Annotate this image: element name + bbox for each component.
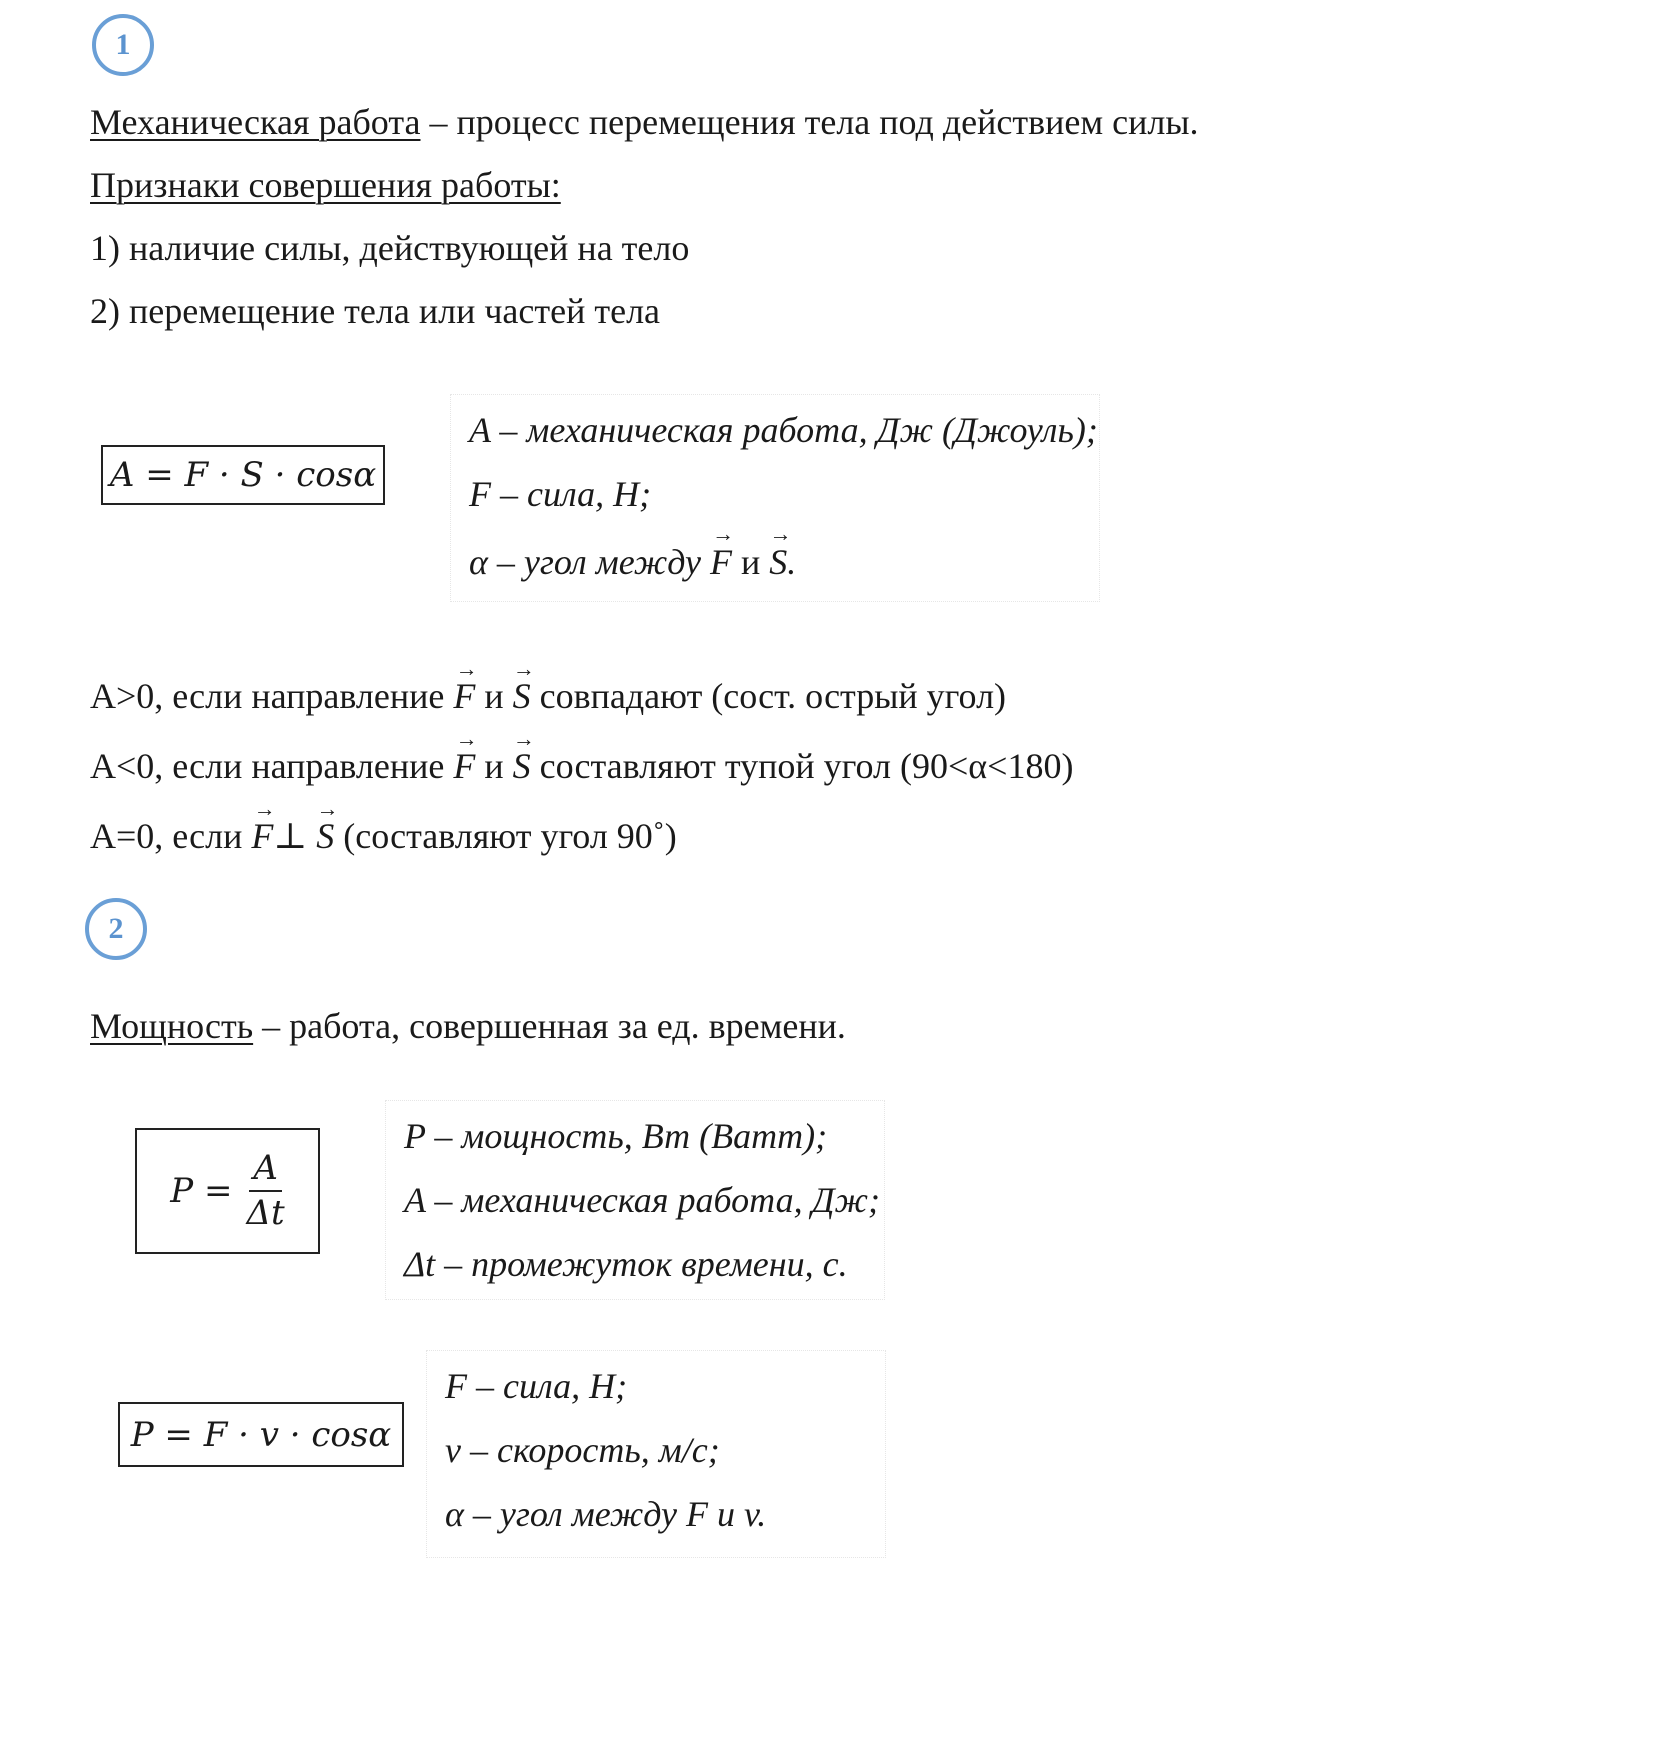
power-velocity-formula: P = F · v · cosα xyxy=(130,1414,392,1455)
power-formula-box xyxy=(135,1128,320,1254)
work-formula: A = F · S · cosα xyxy=(109,455,377,495)
legend-angle-text: α – угол между xyxy=(469,542,710,582)
sign-item-1: 1) наличие силы, действующей на тело xyxy=(90,228,690,268)
condition-and: и xyxy=(475,676,513,716)
legend-work: A – механическая работа, Дж (Джоуль); xyxy=(469,410,1098,450)
legend-force: F – сила, Н; xyxy=(469,474,652,514)
displacement-vector: → S xyxy=(769,541,787,583)
section-2-number: 2 xyxy=(108,912,124,945)
displacement-vector: → S xyxy=(513,678,531,714)
legend-power: P – мощность, Вт (Ватт); xyxy=(404,1116,828,1156)
legend-time: Δt – промежуток времени, с. xyxy=(404,1244,848,1284)
signs-title: Признаки совершения работы: xyxy=(90,165,561,205)
condition-negative xyxy=(90,748,1073,784)
fraction-denominator: Δt xyxy=(246,1193,285,1233)
fraction-numerator: A xyxy=(249,1149,282,1192)
sign-item-2: 2) перемещение тела или частей тела xyxy=(90,291,661,331)
power-velocity-legend xyxy=(426,1350,886,1558)
condition-negative-text: A<0, если направление xyxy=(90,746,454,786)
condition-zero-text: A=0, если xyxy=(90,816,252,856)
legend-and: и xyxy=(731,542,770,582)
force-vector: → F xyxy=(453,748,475,784)
power-definition-text: – работа, совершенная за ед. времени. xyxy=(253,1006,846,1046)
legend-work: A – механическая работа, Дж; xyxy=(404,1180,880,1220)
legend-angle xyxy=(469,541,796,583)
force-vector: → F xyxy=(453,678,475,714)
legend-force: F – сила, Н; xyxy=(445,1366,628,1406)
power-term: Мощность xyxy=(90,1006,254,1046)
power-definition xyxy=(90,1008,846,1044)
power-fraction xyxy=(246,1149,284,1233)
section-1-badge xyxy=(92,14,154,76)
condition-positive xyxy=(90,678,1006,714)
condition-zero xyxy=(90,818,677,854)
displacement-vector: → S xyxy=(513,748,531,784)
legend-period: . xyxy=(787,542,797,582)
condition-positive-tail: совпадают (сост. острый угол) xyxy=(530,676,1007,716)
legend-angle: α – угол между F и v. xyxy=(445,1494,767,1534)
work-definition xyxy=(90,104,1199,140)
force-vector: → F xyxy=(251,818,273,854)
displacement-vector: → S xyxy=(316,818,334,854)
work-term: Механическая работа xyxy=(90,102,421,142)
work-formula-box xyxy=(101,445,385,505)
condition-and: и xyxy=(475,746,513,786)
work-definition-text: – процесс перемещения тела под действием силы. xyxy=(420,102,1199,142)
power-formula-lhs: P = xyxy=(170,1171,233,1211)
work-legend xyxy=(450,394,1100,602)
section-2-badge xyxy=(85,898,147,960)
legend-velocity: v – скорость, м/с; xyxy=(445,1430,720,1470)
force-vector: → F xyxy=(710,541,732,583)
power-legend xyxy=(385,1100,885,1300)
perpendicular-symbol: ⊥ xyxy=(273,816,317,856)
condition-zero-tail: (составляют угол 90˚) xyxy=(334,816,677,856)
condition-positive-text: A>0, если направление xyxy=(90,676,454,716)
condition-negative-tail: составляют тупой угол (90<α<180) xyxy=(530,746,1074,786)
power-velocity-formula-box xyxy=(118,1402,404,1467)
section-1-number: 1 xyxy=(115,28,131,61)
